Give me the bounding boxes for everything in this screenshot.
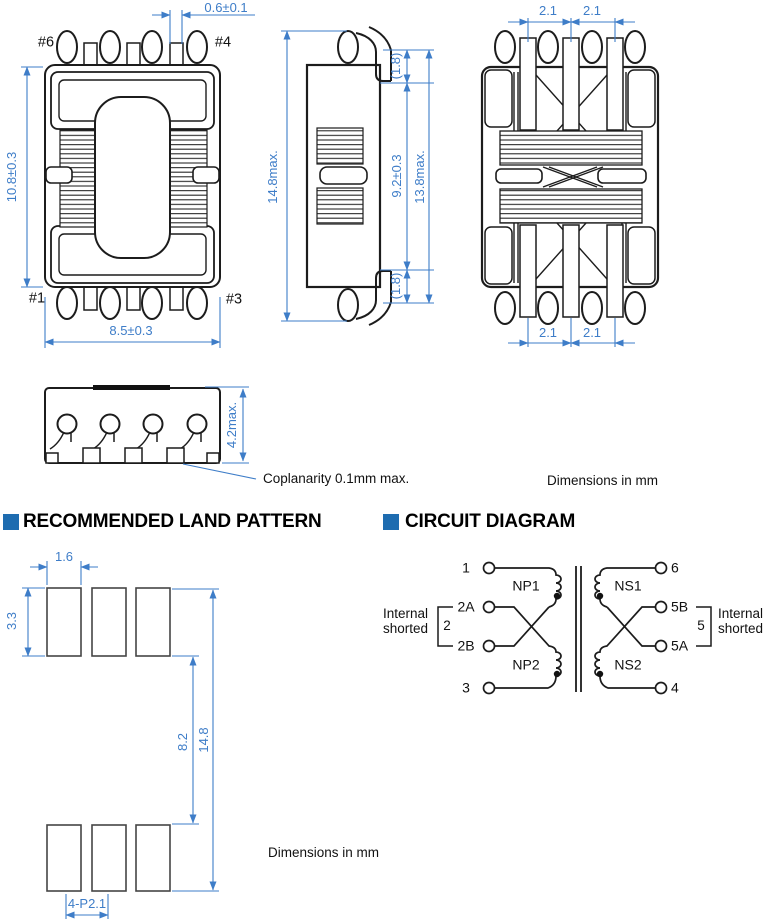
units-note-top: Dimensions in mm: [547, 472, 659, 488]
circuit-drawing: [438, 559, 711, 694]
pin-label-1: #1: [28, 290, 46, 307]
pin-label-3: #3: [225, 291, 243, 308]
winding-label-ns1: NS1: [614, 577, 642, 594]
land-pattern-title: RECOMMENDED LAND PATTERN: [23, 511, 322, 532]
terminal-label-4: 4: [671, 679, 679, 696]
internal-shorted-right-line1: Internal: [718, 605, 764, 621]
internal-shorted-left-line2: shorted: [383, 620, 429, 636]
terminal-label-6: 6: [671, 559, 679, 576]
units-note-bottom: Dimensions in mm: [268, 844, 380, 860]
back-view-drawing: [482, 31, 658, 324]
wire-2b: [495, 607, 549, 646]
dim-pad-width: 1.6: [54, 549, 74, 565]
dim-overall-height: 14.8: [196, 727, 212, 753]
terminal-6-circle: [656, 563, 667, 574]
front-view-drawing: [45, 31, 220, 319]
dim-back-pitch-bl: 2.1: [538, 325, 558, 341]
winding-label-np1: NP1: [512, 577, 540, 594]
internal-shorted-left-line1: Internal: [383, 605, 429, 621]
dim-pad-height: 3.3: [4, 611, 20, 631]
dim-back-pitch-tr: 2.1: [582, 3, 602, 19]
terminal-label-2a: 2A: [457, 598, 475, 615]
dim-back-pitch-br: 2.1: [582, 325, 602, 341]
terminal-label-5b: 5B: [671, 598, 689, 615]
bottom-view-drawing: [45, 385, 220, 463]
terminal-label-1: 1: [462, 559, 470, 576]
terminal-5a-circle: [656, 641, 667, 652]
dim-side-body-height: 9.2±0.3: [389, 154, 405, 198]
pin-label-6: #6: [37, 34, 55, 51]
circuit-diagram-title: CIRCUIT DIAGRAM: [405, 511, 576, 532]
polarity-dot-ns1: [597, 593, 603, 599]
dim-side-total-height: 14.8max.: [265, 150, 281, 204]
pin-label-4: #4: [214, 34, 232, 51]
dim-bottom-height: 4.2max.: [224, 401, 240, 449]
polarity-dot-np2: [554, 671, 560, 677]
section-bullet-icon: [3, 514, 19, 530]
polarity-dot-np1: [554, 593, 560, 599]
winding-np2: [495, 607, 561, 688]
terminal-5b-circle: [656, 602, 667, 613]
terminal-2a-circle: [484, 602, 495, 613]
terminal-1-circle: [484, 563, 495, 574]
internal-shorted-right-line2: shorted: [718, 620, 764, 636]
land-pattern-pads: [47, 588, 170, 891]
winding-label-ns2: NS2: [614, 656, 642, 673]
dim-front-height: 10.8±0.3: [4, 151, 20, 203]
wire-5a: [607, 607, 655, 646]
dim-side-outer-height: 13.8max.: [412, 150, 428, 204]
terminal-2b-circle: [484, 641, 495, 652]
dim-back-pitch-tl: 2.1: [538, 3, 558, 19]
terminal-label-2b: 2B: [457, 637, 475, 654]
dim-pad-pitch: 4-P2.1: [67, 896, 107, 912]
coplanarity-leader-line: [183, 464, 256, 479]
dim-front-width: 8.5±0.3: [109, 323, 153, 339]
dim-front-tab-width: 0.6±0.1: [204, 0, 248, 16]
section-bullet-icon: [383, 514, 399, 530]
dim-side-lead-bottom: (1.8): [388, 272, 404, 300]
side-view-drawing: [307, 27, 391, 325]
terminal-4-circle: [656, 683, 667, 694]
winding-label-np2: NP2: [512, 656, 540, 673]
polarity-dot-ns2: [597, 671, 603, 677]
dim-side-lead-top: (1.8): [388, 52, 404, 80]
winding-ns2: [595, 607, 655, 688]
group-number-right: 5: [697, 617, 705, 633]
group-number-left: 2: [443, 617, 451, 633]
coplanarity-note: Coplanarity 0.1mm max.: [263, 470, 410, 486]
terminal-label-5a: 5A: [671, 637, 689, 654]
terminal-3-circle: [484, 683, 495, 694]
terminal-label-3: 3: [462, 679, 470, 696]
dim-row-gap: 8.2: [175, 732, 191, 752]
